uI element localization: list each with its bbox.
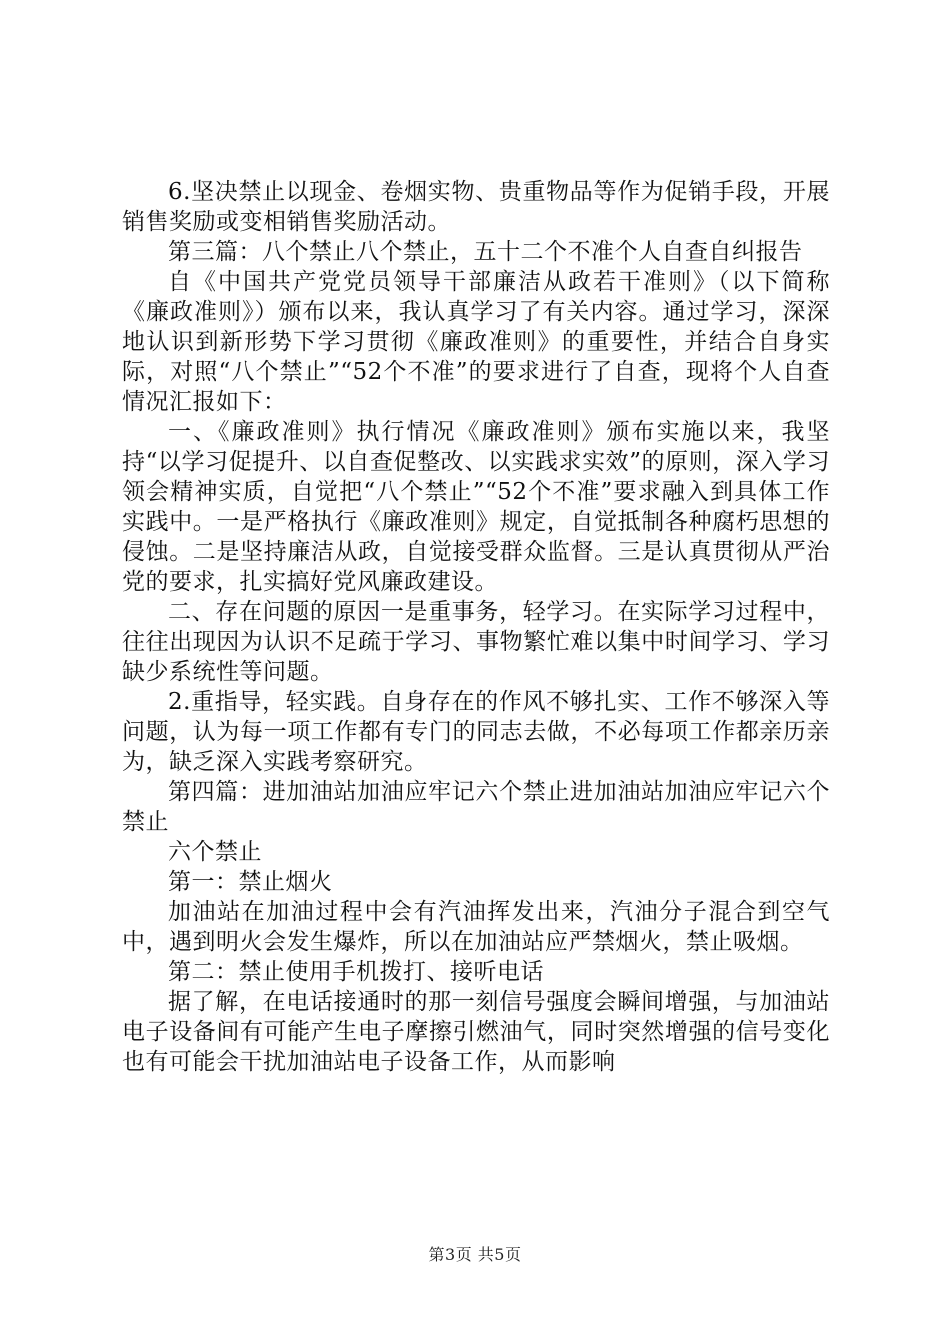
paragraph-rule-2: 据了解，在电话接通时的那一刻信号强度会瞬间增强，与加油站电子设备间有可能产生电子摩擦引燃油气，同时突然增强的信号变化也有可能会干扰加油站电子设备工作，从而影响 xyxy=(122,989,830,1075)
paragraph-intro: 自《中国共产党党员领导干部廉洁从政若干准则》（以下简称《廉政准则》）颁布以来，我认真学习了有关内容。通过学习，深深地认识到新形势下学习贯彻《廉政准则》的重要性，并结合自身实际，对照“八个禁止”“52个不准”的要求进行了自查，现将个人自查情况汇报如下： xyxy=(122,269,830,415)
paragraph-rule-1: 加油站在加油过程中会有汽油挥发出来，汽油分子混合到空气中，遇到明火会发生爆炸，所以在加油站应严禁烟火，禁止吸烟。 xyxy=(122,899,830,955)
paragraph-item-6: 6.坚决禁止以现金、卷烟实物、贵重物品等作为促销手段，开展销售奖励或变相销售奖励活动。 xyxy=(122,179,830,235)
section-heading-part-4: 第四篇：进加油站加油应牢记六个禁止进加油站加油应牢记六个禁止 xyxy=(122,779,830,835)
subheading-rule-1: 第一：禁止烟火 xyxy=(168,869,333,895)
paragraph-section-2: 二、存在问题的原因一是重事务，轻学习。在实际学习过程中，往往出现因为认识不足疏于学习、事物繁忙难以集中时间学习、学习缺少系统性等问题。 xyxy=(122,599,830,685)
document-body xyxy=(122,177,830,1077)
subheading-rule-2: 第二：禁止使用手机拨打、接听电话 xyxy=(168,959,544,985)
section-heading-part-3: 第三篇：八个禁止八个禁止，五十二个不准个人自查自纠报告 xyxy=(168,239,803,265)
paragraph-section-1: 一、《廉政准则》执行情况《廉政准则》颁布实施以来，我坚持“以学习促提升、以自查促整改、以实践求实效”的原则，深入学习领会精神实质，自觉把“八个禁止”“52个不准”要求融入到具体工作实践中。一是严格执行《廉政准则》规定，自觉抵制各种腐朽思想的侵蚀。二是坚持廉洁从政，自觉接受群众监督。三是认真贯彻从严治党的要求，扎实搞好党风廉政建设。 xyxy=(122,419,830,595)
subheading-six-prohibitions: 六个禁止 xyxy=(168,839,262,865)
page-number-footer: 第3页 共5页 xyxy=(428,1245,522,1264)
paragraph-point-2: 2.重指导，轻实践。自身存在的作风不够扎实、工作不够深入等问题，认为每一项工作都有专门的同志去做，不必每项工作都亲历亲为，缺乏深入实践考察研究。 xyxy=(122,689,830,775)
